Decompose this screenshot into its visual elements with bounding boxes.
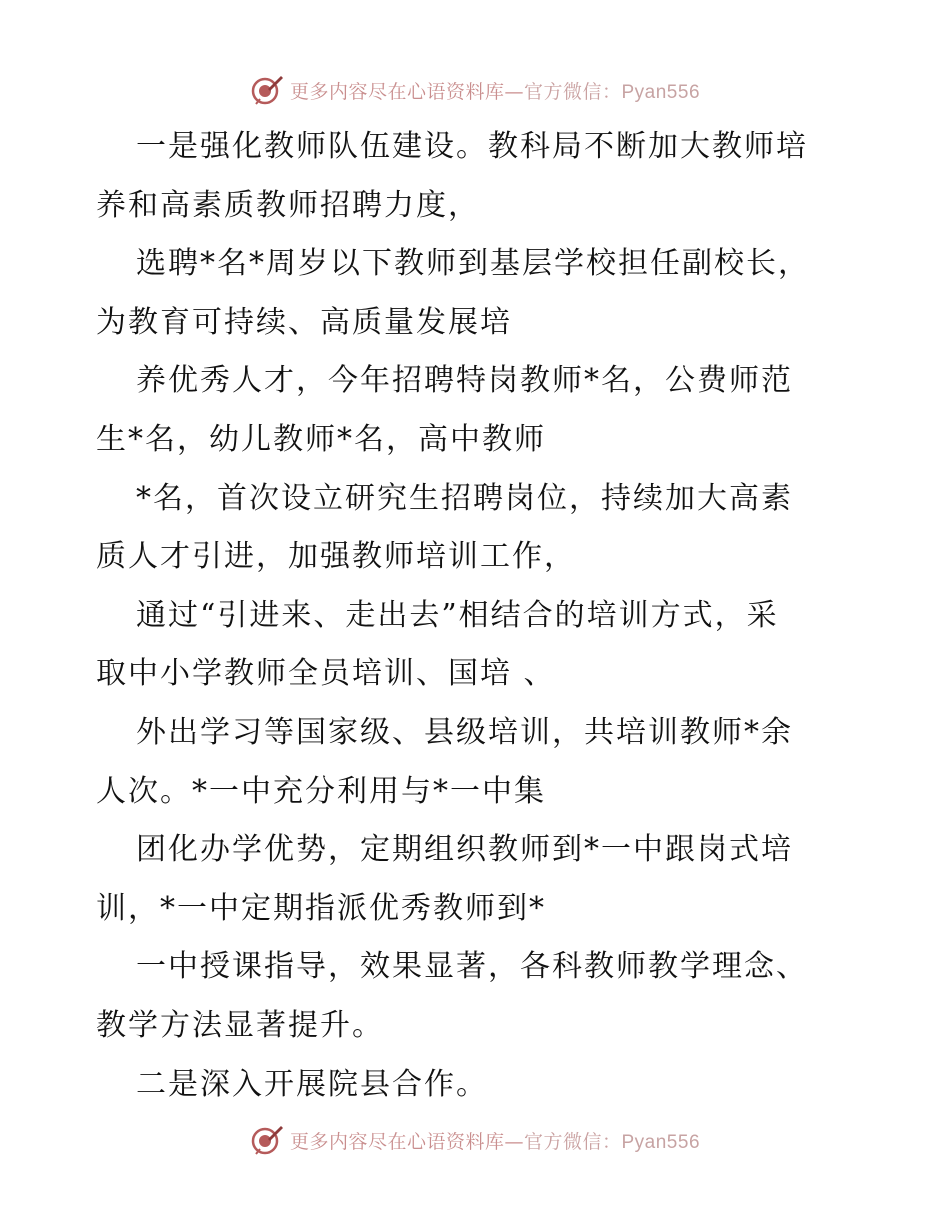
text-line: 养优秀人才，今年招聘特岗教师*名，公费师范 [136, 363, 793, 399]
text-line: 人次。*一中充分利用与*一中集 [96, 773, 546, 809]
text-line: 取中小学教师全员培训、国培 、 [96, 656, 556, 692]
text-line: 训，*一中定期指派优秀教师到* [96, 890, 546, 926]
text-line: 一中授课指导，效果显著，各科教师教学理念、 [136, 949, 808, 985]
quill-seal-icon [250, 1123, 284, 1157]
text-line: *名，首次设立研究生招聘岗位，持续加大高素 [136, 480, 793, 516]
text-line: 外出学习等国家级、县级培训，共培训教师*余 [136, 714, 793, 750]
text-line: 质人才引进，加强教师培训工作， [96, 539, 576, 575]
quill-seal-icon [250, 73, 284, 107]
text-line: 团化办学优势，定期组织教师到*一中跟岗式培 [136, 832, 793, 868]
text-line: 通过“引进来、走出去”相结合的培训方式，采 [136, 597, 779, 633]
watermark-text: 更多内容尽在心语资料库—官方微信：Pyan556 [289, 1130, 701, 1153]
text-line: 二是深入开展院县合作。 [136, 1066, 488, 1102]
text-line: 一是强化教师队伍建设。教科局不断加大教师培 [136, 129, 808, 164]
header-watermark [0, 70, 950, 110]
text-line: 养和高素质教师招聘力度， [96, 187, 480, 223]
text-line: 为教育可持续、高质量发展培 [96, 304, 512, 340]
footer-watermark [0, 1120, 950, 1160]
text-line: 生*名，幼儿教师*名，高中教师 [96, 421, 546, 457]
text-line: 选聘*名*周岁以下教师到基层学校担任副校长， [136, 246, 810, 282]
text-line: 教学方法显著提升。 [96, 1007, 384, 1043]
document-body [96, 118, 866, 1114]
watermark-text: 更多内容尽在心语资料库—官方微信：Pyan556 [289, 80, 701, 103]
